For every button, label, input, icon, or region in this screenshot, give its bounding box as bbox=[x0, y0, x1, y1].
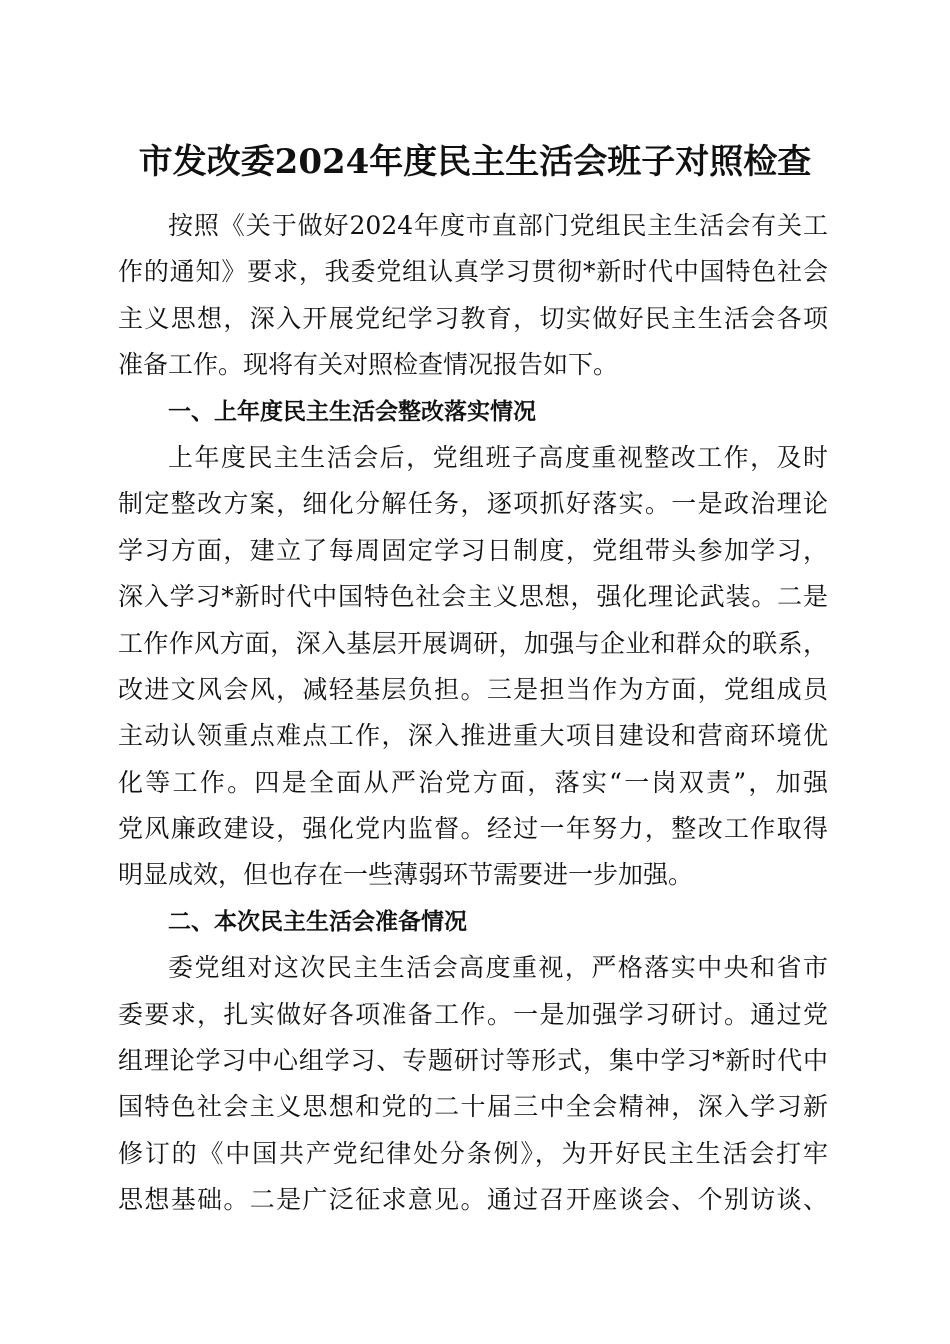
paragraph-line: 深入学习*新时代中国特色社会主义思想，强化理论武装。二是 bbox=[118, 582, 828, 612]
section-heading: 二、本次民主生活会准备情况 bbox=[168, 908, 467, 935]
paragraph-line: 思想基础。二是广泛征求意见。通过召开座谈会、个别访谈、 bbox=[118, 1185, 828, 1215]
paragraph-line: 明显成效，但也存在一些薄弱环节需要进一步加强。 bbox=[118, 860, 694, 890]
document-body bbox=[118, 203, 828, 1224]
paragraph-line: 国特色社会主义思想和党的二十届三中全会精神，深入学习新 bbox=[118, 1092, 828, 1122]
paragraph-line: 学习方面，建立了每周固定学习日制度，党组带头参加学习， bbox=[118, 535, 828, 565]
paragraph-line: 制定整改方案，细化分解任务，逐项抓好落实。一是政治理论 bbox=[118, 489, 828, 519]
paragraph-line: 工作作风方面，深入基层开展调研，加强与企业和群众的联系， bbox=[118, 628, 828, 658]
section-heading: 一、上年度民主生活会整改落实情况 bbox=[168, 398, 536, 425]
paragraph-line: 委要求，扎实做好各项准备工作。一是加强学习研讨。通过党 bbox=[118, 999, 828, 1029]
paragraph-line: 主动认领重点难点工作，深入推进重大项目建设和营商环境优 bbox=[118, 721, 828, 751]
document-title: 市发改委2024年度民主生活会班子对照检查 bbox=[138, 142, 812, 182]
paragraph-line: 改进文风会风，减轻基层负担。三是担当作为方面，党组成员 bbox=[118, 674, 828, 704]
paragraph-line: 作的通知》要求，我委党组认真学习贯彻*新时代中国特色社会 bbox=[118, 257, 828, 287]
paragraph-line: 党风廉政建设，强化党内监督。经过一年努力，整改工作取得 bbox=[118, 814, 828, 844]
paragraph-line: 组理论学习中心组学习、专题研讨等形式，集中学习*新时代中 bbox=[118, 1046, 828, 1076]
paragraph-line: 主义思想，深入开展党纪学习教育，切实做好民主生活会各项 bbox=[118, 303, 828, 333]
paragraph-line: 准备工作。现将有关对照检查情况报告如下。 bbox=[118, 350, 619, 380]
paragraph-line: 修订的《中国共产党纪律处分条例》，为开好民主生活会打牢 bbox=[118, 1138, 828, 1168]
paragraph-line: 委党组对这次民主生活会高度重视，严格落实中央和省市 bbox=[168, 953, 828, 983]
paragraph-line: 化等工作。四是全面从严治党方面，落实“一岗双责”，加强 bbox=[118, 767, 828, 797]
paragraph-line: 上年度民主生活会后，党组班子高度重视整改工作，及时 bbox=[168, 442, 828, 472]
paragraph-line: 按照《关于做好2024年度市直部门党组民主生活会有关工 bbox=[168, 211, 828, 240]
